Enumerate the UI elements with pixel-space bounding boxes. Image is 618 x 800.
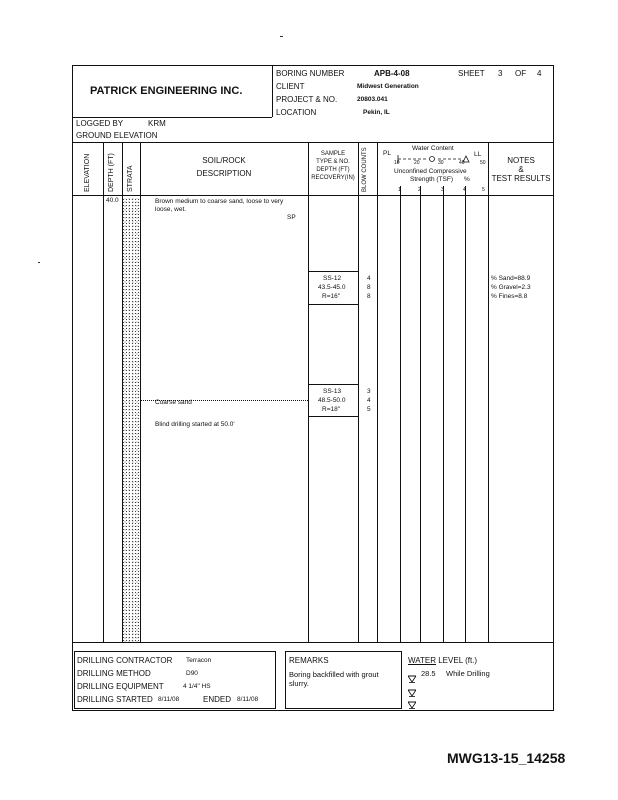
- col-line-strata: [140, 142, 141, 642]
- uscs-symbol: SP: [287, 214, 296, 221]
- water-label: WATER: [408, 656, 436, 665]
- ucs-tick-4: 4: [463, 187, 466, 193]
- remarks-line1: Boring backfilled with grout: [289, 670, 379, 679]
- sample-header: [308, 150, 358, 182]
- water-content-label: Water Content: [412, 145, 454, 152]
- footer-divider: [72, 642, 554, 643]
- sample1-id: SS-12: [323, 275, 342, 282]
- sample2-blow-1: 3: [367, 388, 371, 395]
- client-value: Midwest Generation: [357, 83, 419, 90]
- sample2-recovery: R=18": [322, 406, 341, 413]
- started-value: 8/11/08: [158, 696, 180, 703]
- strata-header: STRATA: [127, 165, 134, 192]
- sample2-bottom-line: [308, 416, 358, 417]
- scan-speck-2: [38, 262, 40, 263]
- ground-elevation-label: GROUND ELEVATION: [76, 131, 158, 140]
- project-label: PROJECT & NO.: [276, 95, 338, 104]
- ucs-tick-1: 1: [398, 187, 401, 193]
- wc-tick-30: 30: [438, 160, 444, 166]
- col-line-blow: [377, 142, 378, 642]
- ucs-tick-3: 3: [441, 187, 444, 193]
- company-name: PATRICK ENGINEERING INC.: [90, 85, 243, 97]
- client-label: CLIENT: [276, 82, 305, 91]
- pl-label: PL: [383, 150, 391, 157]
- project-number: 20803.041: [357, 96, 388, 103]
- sample1-bottom-line: [308, 304, 358, 305]
- col-line-sample: [358, 142, 359, 642]
- ucs-tick-5: 5: [482, 187, 485, 193]
- col-line-desc: [308, 142, 309, 642]
- note-fines: % Fines=8.8: [491, 293, 528, 300]
- col-header-bottom: [72, 195, 554, 196]
- wc-tick-10: 10: [394, 160, 400, 166]
- water-table-icon-3: [408, 696, 416, 714]
- logged-by-value: KRM: [148, 119, 166, 128]
- soil-header-l2: DESCRIPTION: [196, 169, 252, 178]
- col-line-graph: [488, 142, 489, 642]
- water-reading: 28.5: [421, 669, 436, 678]
- wc-tick-20: 20: [414, 160, 420, 166]
- sample1-blow-2: 8: [367, 284, 371, 291]
- equipment-label: DRILLING EQUIPMENT: [77, 682, 164, 691]
- soil-desc-header: [140, 156, 308, 178]
- ended-label: ENDED: [203, 695, 232, 704]
- header-divider-h: [72, 117, 272, 118]
- graph-guide-1: [400, 186, 401, 642]
- graph-guide-3: [443, 186, 444, 642]
- scan-speck: [280, 36, 283, 37]
- depth-header: DEPTH (FT): [108, 153, 115, 192]
- sample2-top-line: [308, 384, 358, 385]
- remarks-line2: slurry.: [289, 679, 309, 688]
- graph-guide-4: [465, 186, 466, 642]
- graph-guide-2: [420, 186, 421, 642]
- sample1-blow-3: 8: [367, 293, 371, 300]
- location-label: LOCATION: [276, 108, 317, 117]
- note-gravel: % Gravel=2.3: [491, 284, 531, 291]
- sample1-recovery: R=16": [322, 293, 341, 300]
- ucs-label-l1: Unconfined Compressive: [394, 168, 467, 175]
- desc2: Coarse sand: [155, 399, 192, 406]
- sheet-label: SHEET: [458, 69, 485, 78]
- level-label: LEVEL (ft.): [438, 656, 478, 665]
- elevation-header: ELEVATION: [84, 153, 91, 192]
- desc3: Blind drilling started at 50.0': [155, 421, 235, 428]
- sample1-depth: 43.5-45.0: [318, 284, 346, 291]
- sheet-total: 4: [537, 69, 542, 78]
- notes-header-l2: &: [518, 165, 524, 174]
- notes-header-l3: TEST RESULTS: [491, 174, 551, 183]
- boring-number: APB-4-08: [374, 69, 410, 78]
- desc1-line1: Brown medium to coarse sand, loose to very: [155, 198, 284, 205]
- notes-header-l1: NOTES: [507, 156, 535, 165]
- sample-header-l3: DEPTH (FT): [316, 167, 350, 173]
- soil-header-l1: SOIL/ROCK: [202, 156, 246, 165]
- contractor-value: Terracon: [186, 657, 212, 664]
- notes-header: [488, 156, 554, 183]
- header-divider-v: [272, 65, 273, 117]
- wc-tick-40: 40: [459, 160, 465, 166]
- started-label: DRILLING STARTED: [77, 695, 153, 704]
- method-label: DRILLING METHOD: [77, 669, 151, 678]
- sample-header-l4: RECOVERY(IN): [311, 175, 355, 181]
- sample1-top-line: [308, 271, 358, 272]
- blow-counts-header: BLOW COUNTS: [362, 147, 368, 192]
- water-reading-note: While Drilling: [446, 669, 490, 678]
- start-depth: 40.0: [106, 197, 119, 204]
- ucs-tick-2: 2: [418, 187, 421, 193]
- sample-header-l1: SAMPLE: [320, 151, 346, 157]
- col-header-top: [72, 142, 554, 143]
- logged-by-label: LOGGED BY: [76, 119, 124, 128]
- strata-sand-pattern: [122, 198, 140, 642]
- ucs-label-l2: Strength (TSF): [410, 176, 453, 183]
- remarks-label: REMARKS: [289, 656, 329, 665]
- sample-header-l2: TYPE & NO.: [316, 159, 350, 165]
- ll-label: LL: [474, 151, 482, 158]
- water-level-label: [408, 656, 477, 665]
- contractor-label: DRILLING CONTRACTOR: [77, 656, 173, 665]
- method-value: D90: [186, 670, 198, 677]
- sample2-blow-3: 5: [367, 406, 371, 413]
- sample2-id: SS-13: [323, 388, 342, 395]
- sample1-blow-1: 4: [367, 275, 371, 282]
- sample2-depth: 48.5-50.0: [318, 397, 346, 404]
- sheet-of: OF: [515, 69, 527, 78]
- desc1-line2: loose, wet.: [155, 206, 187, 213]
- document-id: MWG13-15_14258: [447, 750, 566, 766]
- equipment-value: 4 1/4" HS: [183, 683, 211, 690]
- location-value: Pekin, IL: [363, 109, 390, 116]
- note-sand: % Sand=88.9: [491, 275, 531, 282]
- ucs-pct: %: [464, 176, 470, 183]
- sample2-blow-2: 4: [367, 397, 371, 404]
- wc-tick-50: 50: [480, 160, 486, 166]
- boring-number-label: BORING NUMBER: [276, 69, 345, 78]
- sheet-number: 3: [498, 69, 503, 78]
- col-line-elev: [103, 142, 104, 642]
- ended-value: 8/11/08: [237, 696, 259, 703]
